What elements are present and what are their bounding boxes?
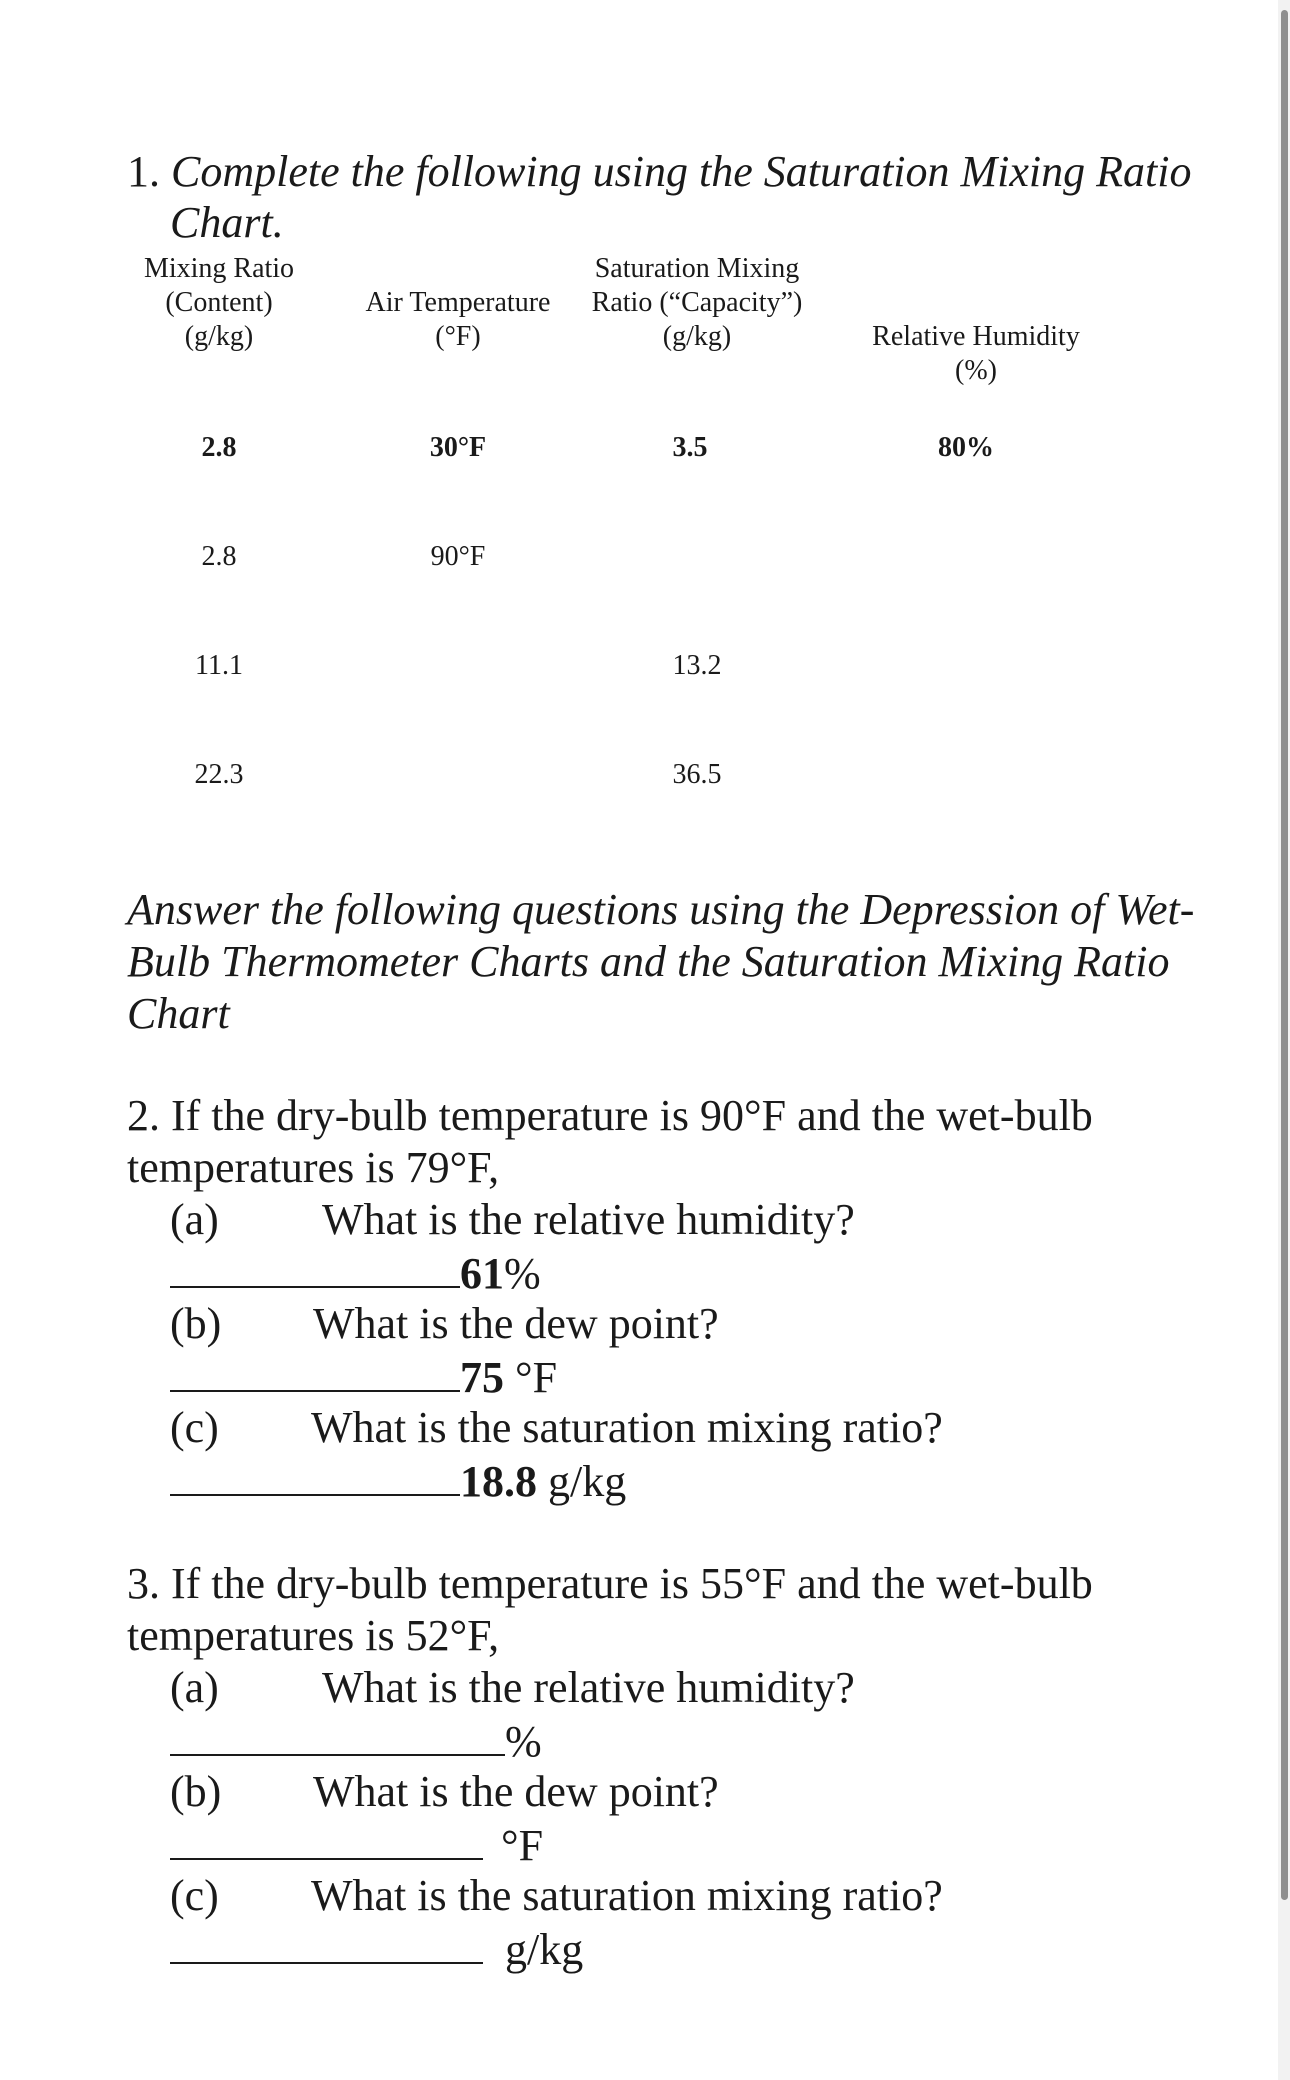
q3-c-answer-row xyxy=(170,1922,583,1976)
q3-b-unit: °F xyxy=(501,1821,544,1870)
answer-blank[interactable] xyxy=(170,1818,483,1860)
answer-blank[interactable] xyxy=(170,1350,460,1392)
cell-mixing-ratio: 11.1 xyxy=(195,650,243,681)
q1-number: 1. xyxy=(127,147,160,196)
q2-b-answer-row xyxy=(170,1350,557,1404)
q2-a-answer: 61 xyxy=(460,1249,504,1298)
answer-blank[interactable] xyxy=(170,1714,505,1756)
q2-a-answer-row xyxy=(170,1246,541,1300)
header-rh-line: Relative Humidity xyxy=(872,321,1080,352)
q2-line-2: temperatures is 79°F, xyxy=(127,1143,500,1192)
q3-line-2: temperatures is 52°F, xyxy=(127,1611,500,1660)
q3-a-unit: % xyxy=(505,1717,542,1766)
q3-line-1: 3. If the dry-bulb temperature is 55°F and the wet-bulb xyxy=(127,1559,1093,1608)
q3-a-question: What is the relative humidity? xyxy=(322,1663,855,1712)
q3-b-question: What is the dew point? xyxy=(313,1767,719,1816)
instructions-line: Answer the following questions using the Depression of Wet- xyxy=(127,885,1195,934)
instructions-line: Chart xyxy=(127,989,230,1038)
q1-heading xyxy=(127,146,1217,248)
header-mixing-line: (g/kg) xyxy=(184,321,254,352)
q3-b-answer-row xyxy=(170,1818,543,1872)
header-saturation-line: Ratio (“Capacity”) xyxy=(591,287,803,318)
instructions-line: Bulb Thermometer Charts and the Saturation Mixing Ratio xyxy=(127,937,1170,986)
answer-blank[interactable] xyxy=(170,1454,460,1496)
header-saturation-line: Saturation Mixing xyxy=(594,253,800,284)
q2-line-1: 2. If the dry-bulb temperature is 90°F and the wet-bulb xyxy=(127,1091,1093,1140)
q3-c-question: What is the saturation mixing ratio? xyxy=(311,1871,943,1920)
answer-blank[interactable] xyxy=(170,1246,460,1288)
q2-a-question: What is the relative humidity? xyxy=(322,1195,855,1244)
cell-relative-humidity: 80% xyxy=(938,432,994,463)
q3-c-label: (c) xyxy=(170,1871,219,1920)
q2-b-question: What is the dew point? xyxy=(313,1299,719,1348)
header-saturation-mixing-ratio xyxy=(592,252,803,354)
instructions xyxy=(127,884,1237,1040)
q2-c-answer: 18.8 xyxy=(460,1457,537,1506)
header-mixing-line: Mixing Ratio xyxy=(143,253,295,284)
q2-b-unit: °F xyxy=(515,1353,558,1402)
q1-heading-text-2: Chart. xyxy=(170,198,284,247)
q2-c-question: What is the saturation mixing ratio? xyxy=(311,1403,943,1452)
q2-c-answer-row xyxy=(170,1454,626,1508)
header-air-line: (°F) xyxy=(435,321,481,352)
cell-mixing-ratio: 2.8 xyxy=(201,541,237,572)
cell-mixing-ratio: 22.3 xyxy=(194,759,244,790)
header-air-temperature xyxy=(366,286,551,354)
q3-a-label: (a) xyxy=(170,1663,219,1712)
scrollbar[interactable] xyxy=(1278,0,1290,2080)
header-saturation-line: (g/kg) xyxy=(662,321,732,352)
header-mixing-line: (Content) xyxy=(165,287,273,318)
answer-blank[interactable] xyxy=(170,1922,483,1964)
q3-b-label: (b) xyxy=(170,1767,222,1816)
q3-c-unit: g/kg xyxy=(505,1925,584,1974)
cell-air-temperature: 90°F xyxy=(430,541,486,572)
q2-b-answer: 75 xyxy=(460,1353,504,1402)
scrollbar-thumb[interactable] xyxy=(1281,10,1288,1900)
q2-c-label: (c) xyxy=(170,1403,219,1452)
cell-saturation-mixing-ratio: 13.2 xyxy=(672,650,722,681)
header-air-line: Air Temperature xyxy=(365,287,551,318)
header-rh-line: (%) xyxy=(955,355,997,386)
q2-a-unit: % xyxy=(504,1249,541,1298)
cell-saturation-mixing-ratio: 3.5 xyxy=(672,432,708,463)
cell-saturation-mixing-ratio: 36.5 xyxy=(672,759,722,790)
q2-c-unit: g/kg xyxy=(548,1457,627,1506)
cell-mixing-ratio: 2.8 xyxy=(201,432,237,463)
q1-heading-text: Complete the following using the Saturation Mixing Ratio xyxy=(171,147,1192,196)
q3-a-answer-row xyxy=(170,1714,542,1768)
header-relative-humidity xyxy=(872,320,1080,388)
q2-b-label: (b) xyxy=(170,1299,222,1348)
header-mixing-ratio xyxy=(144,252,294,354)
cell-air-temperature: 30°F xyxy=(429,432,487,463)
q2-a-label: (a) xyxy=(170,1195,219,1244)
